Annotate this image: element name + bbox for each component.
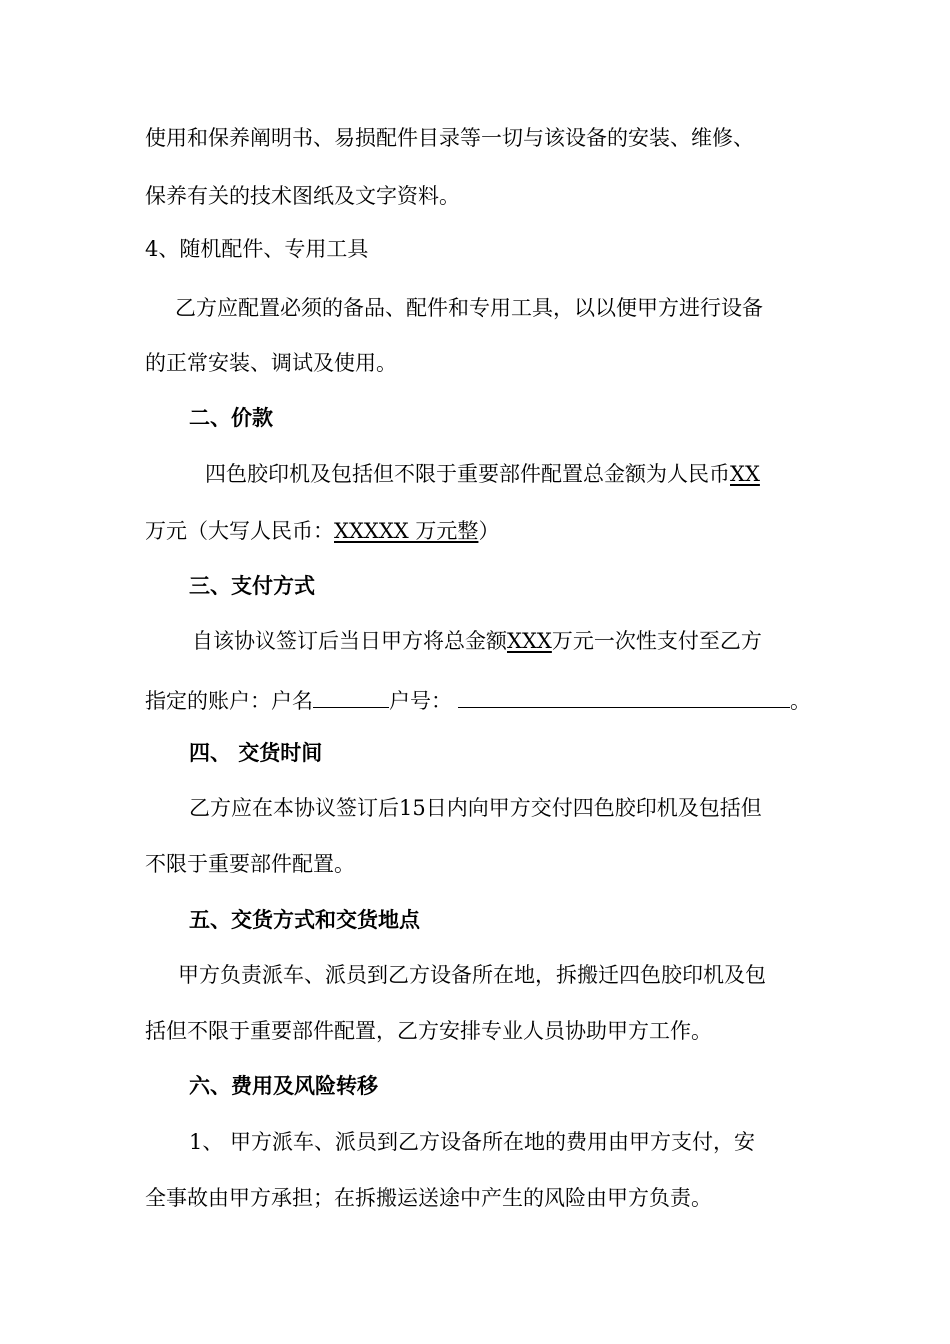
payment-line-2-end: 。 [790,689,811,713]
section-4-heading: 四、 交货时间 [189,740,323,765]
text-line-5: 的正常安装、调试及使用。 [145,351,397,375]
price-line-2-text: 万元（大写人民币： [145,519,334,543]
payment-line-1 [192,628,762,654]
delivery-time-line-1: 乙方应在本协议签订后15日内向甲方交付四色胶印机及包括但 [189,796,762,820]
cost-risk-line-2: 全事故由甲方承担；在拆搬运送途中产生的风险由甲方负责。 [145,1186,712,1210]
account-name-label: 指定的账户：户名 [145,689,313,713]
section-2-heading: 二、价款 [189,405,273,430]
payment-line-1-tail: 万元一次性支付至乙方 [551,629,762,653]
price-line-2 [145,518,499,544]
price-line-2-close: ） [478,519,500,543]
account-number-label: 户号： [389,689,452,713]
text-line-1: 使用和保养阐明书、易损配件目录等一切与该设备的安装、维修、 [145,126,754,150]
payment-line-2 [145,685,811,714]
delivery-method-line-1: 甲方负责派车、派员到乙方设备所在地，拆搬迁四色胶印机及包 [178,963,766,987]
subsection-4-heading: 4、随机配件、专用工具 [145,237,369,261]
section-6-heading: 六、费用及风险转移 [189,1073,378,1098]
cost-risk-line-1: 1、 甲方派车、派员到乙方设备所在地的费用由甲方支付，安 [189,1130,756,1154]
text-line-2: 保养有关的技术图纸及文字资料。 [145,184,460,208]
account-name-blank [313,685,389,708]
price-line-1-text: 四色胶印机及包括但不限于重要部件配置总金额为人民币 [205,462,730,486]
payment-line-1-text: 自该协议签订后当日甲方将总金额 [192,629,507,653]
delivery-time-line-2: 不限于重要部件配置。 [145,852,355,876]
price-amount-words: XXXXX 万元整 [334,519,479,543]
section-5-heading: 五、交货方式和交货地点 [189,907,420,932]
text-line-4: 乙方应配置必须的备品、配件和专用工具，以以便甲方进行设备 [175,296,763,320]
price-amount: XX [730,462,760,486]
section-3-heading: 三、支付方式 [189,573,315,598]
price-line-1 [205,461,760,487]
account-number-blank [458,685,790,708]
delivery-method-line-2: 括但不限于重要部件配置，乙方安排专业人员协助甲方工作。 [145,1019,712,1043]
payment-amount: XXX [507,629,552,653]
